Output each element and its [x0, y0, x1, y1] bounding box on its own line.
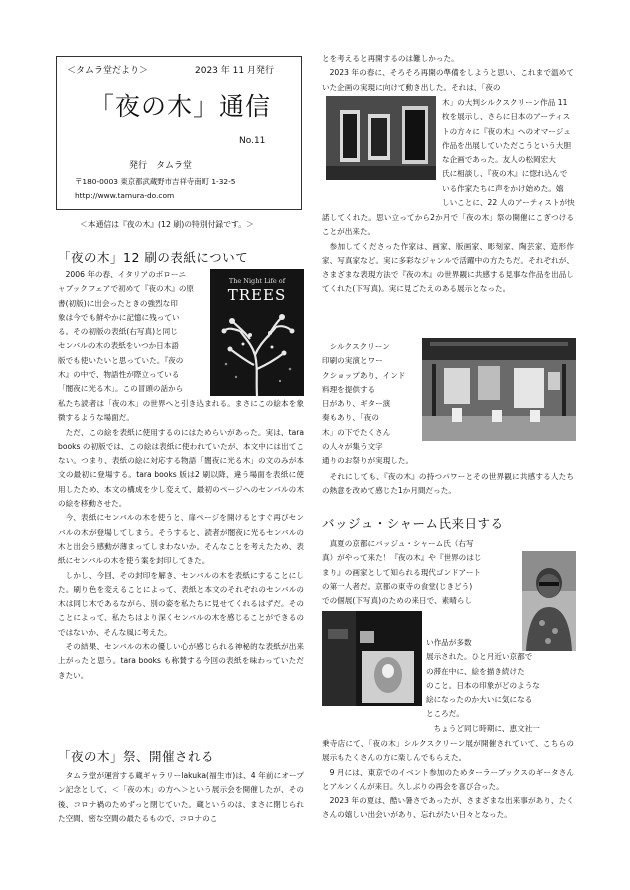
exhibition-photo — [422, 338, 576, 441]
wrap-line: トの方々に『夜の木』へのオマージュ — [442, 126, 571, 136]
gallery-illustration — [326, 96, 436, 180]
paragraph: 乗寺店にて、「夜の木」シルクスクリーン展が開催されていて、こちらの展示もたくさんの方に楽しんでもらえた。 — [322, 739, 574, 763]
exhibition-illustration — [422, 338, 576, 441]
wrap-line: 氏に相談し、『夜の木』に惚れ込んで — [442, 169, 568, 179]
cover-subtitle: The Night Life of — [228, 277, 286, 285]
wrap-line: での個展(下写真)のための来日で、素晴らし — [322, 596, 473, 606]
wrap-line: る。その初版の表紙(右写真)と同じ — [58, 327, 178, 337]
wrap-line: いる作家たちに声をかけ始めた。嬉 — [442, 183, 564, 193]
wrap-line: の人々が集う文字 — [322, 442, 383, 452]
paragraph: 2023 年の夏は、酷い暑さであったが、さまざまな出来事があり、たくさんの嬉しい出会いがあり、忘れがたい日々となった。 — [322, 796, 574, 820]
section3-body — [322, 737, 574, 823]
right-wrap-b — [322, 340, 418, 469]
section1-body — [58, 397, 304, 683]
section2-title: 「夜の木」祭、開催される — [58, 749, 215, 764]
newsletter-title: 「夜の木」通信 — [89, 92, 272, 121]
wrap-line: 通りのお祭りが実現した。 — [322, 456, 414, 466]
right-col-end — [322, 470, 574, 499]
wrap-line: しいことに、22 人のアーティストが快 — [442, 198, 575, 208]
paragraph: とを考えると再開するのは難しかった。 — [322, 54, 459, 63]
gallery-photo — [326, 96, 436, 180]
paragraph: それにしても、『夜の木』の持つパワーとその世界観に共感する人たちの熱意を改めて感じた1か月間だった。 — [322, 472, 574, 496]
section2-body — [58, 769, 304, 826]
paragraph: 参加してくださった作家は、画家、版画家、彫刻家、陶芸家、造形作家、写真家など。実に多彩なジャンルで活躍中の方たちだ。それぞれが、さまざまな表現方法で『夜の木』の世界観に共感する見事な作品を出品してくれた(下写真)。実に見ごたえのある展示となった。 — [322, 241, 574, 294]
temple-illustration — [322, 611, 422, 706]
wrap-line: 2006 年の春、イタリアのボローニ — [65, 270, 187, 279]
wrap-line: 料理を提供する — [322, 384, 376, 394]
issue-date: 2023 年 11 月発行 — [195, 66, 274, 76]
wrap-line: シルクスクリーン — [329, 342, 390, 351]
wrap-line: 木』の中で、物語性が際立っている — [58, 370, 180, 380]
right-col-mid — [322, 211, 574, 297]
wrap-line: の第一人者だ。京都の東寺の食堂(じきどう) — [322, 581, 473, 591]
right-col-top — [322, 52, 574, 95]
paragraph: しかし、今回、その封印を解き、センバルの木を表紙にすることにした。刷り色を変えることによって、表紙と本文のそれぞれのセンバルの木は同じ木であるながら、別の姿を私たちに見せてくれるはずだ。そのことによって、私たちはより深くセンバルの木を感じることができるのではないか、そんな風に考えた。 — [58, 570, 304, 637]
wrap-line: まり』の画家として知られる現代ゴンドアート — [322, 567, 482, 577]
wrap-line: 展示された。ひと月近い京都で — [426, 652, 533, 662]
paragraph: 2023 年の春に、そろそろ再開の準備をしようと思い、これまで温めていた企画の実現に向けて動き出した。それは、「夜の — [322, 68, 574, 92]
wrap-line: の滞在中に、絵を描き続けた — [426, 666, 525, 676]
issue-number: No.11 — [239, 136, 266, 146]
wrap-line: センバルの木の表紙をいつか日本語 — [58, 341, 179, 351]
paragraph: 今、表紙にセンバルの木を使うと、扉ページを開けるとすぐ再びセンバルの木が登場してしまう。そうすると、読者が闇夜に光るセンバルの木と出会う感動が薄まってしまわないか。そんなことを考えたため、表紙にセンバルの木を使う案を封印してきた。 — [58, 513, 304, 566]
wrap-line: クショップあり、インド — [322, 370, 406, 380]
wrap-line: い作品が多数 — [426, 638, 472, 647]
section1-wrap-lines — [58, 268, 206, 397]
paragraph: 私たち読者は「夜の木」の世界へと引き込まれる。まさにこの絵本を象徴するような場面だ。 — [58, 399, 304, 423]
series-label: ＜タムラ堂だより＞ — [67, 66, 149, 76]
wrap-line: 「闇夜に光る木」。この冒頭の話から — [58, 384, 184, 394]
paragraph: 9 月には、東京でのイベント参加のためターラーブックスのギータさんとアルンくんが来日。久しぶりの再会を喜び合った。 — [322, 767, 574, 791]
wrap-line: 真夏の京都にバッジュ・シャーム氏（右写 — [329, 539, 474, 548]
wrap-line: 日があり、ギター演 — [322, 399, 391, 409]
wrap-line: 作品を出展していただこうという大胆 — [442, 140, 572, 150]
wrap-line: 版でも使いたいと思っていた。『夜の — [58, 355, 184, 365]
paragraph: その結果、センバルの木の優しい心が感じられる神秘的な表紙が出来上がったと思う。tara books も称賛する今回の表紙を味わっていただきたい。 — [58, 642, 304, 680]
address: 〒180-0003 東京都武蔵野市吉祥寺南町 1-32-5 — [75, 177, 236, 186]
section3-wrap-c — [322, 537, 520, 608]
section1-title: 「夜の木」12 刷の表紙について — [58, 250, 249, 265]
cover-title: TREES — [227, 286, 287, 304]
wrap-line: ところだ。 — [426, 709, 464, 719]
temple-exhibit-photo — [322, 611, 422, 706]
wrap-line: のこと。日本の印象がどのような — [426, 680, 540, 690]
wrap-line: ャブックフェアで初めて『夜の木』の原 — [58, 284, 195, 294]
paragraph: 諾してくれた。思い立ってから2か月で「夜の木」祭の開催にこぎつけることが出来た。 — [322, 213, 574, 237]
wrap-line: 木」の大判シルクスクリーン作品 11 — [442, 98, 568, 107]
publisher: 発行 タムラ堂 — [129, 161, 193, 171]
wrap-line: 奏もあり、「夜の — [322, 413, 379, 423]
supplement-note: ＜本通信は『夜の木』(12 刷)の特別付録です。＞ — [80, 220, 254, 229]
wrap-line: 真）がやって来た！『夜の木』や『世界のはじ — [322, 553, 482, 563]
website-url: http://www.tamura-do.com — [75, 191, 175, 200]
wrap-line: 印刷の実演とワー — [322, 356, 383, 366]
wrap-line: 木」の下でたくさん — [322, 427, 391, 437]
right-wrap-a — [442, 96, 576, 210]
wrap-line: ちょうど同じ時期に、恵文社一 — [433, 723, 540, 733]
section3-wrap-d — [426, 636, 576, 736]
wrap-line: 枚を展示し、さらに日本のアーティス — [442, 112, 571, 122]
masthead-box — [56, 56, 302, 210]
paragraph: ただ、この絵を表紙に使用するのにはためらいがあった。実は、tara books の初版では、この絵は表紙に使われていたが、本文中には出てこない。つまり、表紙の絵に対応する物語「闇夜に光る木」の文のみが本文の最初に登場する。tara books 版は2 刷以降、違う場面を表紙に使用したため、本文の構成を少し変えて、最初のページへのセンバルの木の絵を移動させた。 — [58, 427, 304, 509]
wrap-line: な企画であった。友人の松岡宏大 — [442, 155, 556, 165]
paragraph: タムラ堂が運営する蔵ギャラリーlakuka(福生市)は、4 年前にオープン記念として、＜「夜の木」の方へ＞という展示会を開催したが、その後、コロナ禍のためずっと閉じていた。蔵というのは、まさに閉じられた空間、密な空間の最たるもので、コロナのこ — [58, 771, 304, 823]
book-cover-image — [210, 269, 304, 396]
wrap-line: 書(初版)に出会ったときの強烈な印 — [58, 298, 178, 308]
wrap-line: 絵になったのか大いに気になる — [426, 695, 533, 705]
section3-title: バッジュ・シャーム氏来日する — [322, 516, 504, 531]
wrap-line: 象は今でも鮮やかに記憶に残ってい — [58, 312, 180, 322]
